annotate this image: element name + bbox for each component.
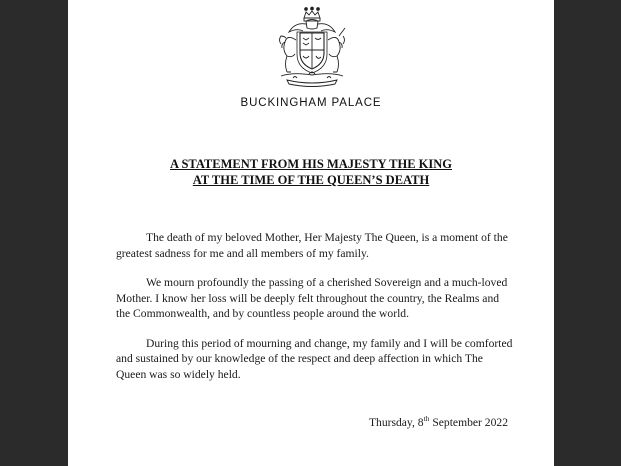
heading-line-1: A STATEMENT FROM HIS MAJESTY THE KING <box>170 157 452 171</box>
statement-page <box>68 0 554 466</box>
paragraph-1: The death of my beloved Mother, Her Majesty The Queen, is a moment of the greatest sadness for me and all members of my family. <box>116 231 508 260</box>
statement-body <box>116 230 516 396</box>
statement-date <box>369 414 508 429</box>
paragraph-3: During this period of mourning and change, my family and I will be comforted and sustained by our knowledge of the respect and deep affection in which The Queen was so widely held. <box>116 336 513 381</box>
heading-line-2: AT THE TIME OF THE QUEEN’S DEATH <box>192 173 430 187</box>
royal-coat-of-arms-icon <box>273 6 351 88</box>
date-prefix: Thursday, 8 <box>368 415 424 429</box>
paragraph-2: We mourn profoundly the passing of a cherished Sovereign and a much-loved Mother. I know her loss will be deeply felt throughout the country, the Realms and the Commonwealth, and by countless people around the world. <box>116 276 508 320</box>
statement-heading <box>68 156 554 188</box>
date-suffix: September 2022 <box>429 415 508 429</box>
letterhead-organization: BUCKINGHAM PALACE <box>240 97 382 109</box>
date-ordinal: th <box>423 414 430 423</box>
